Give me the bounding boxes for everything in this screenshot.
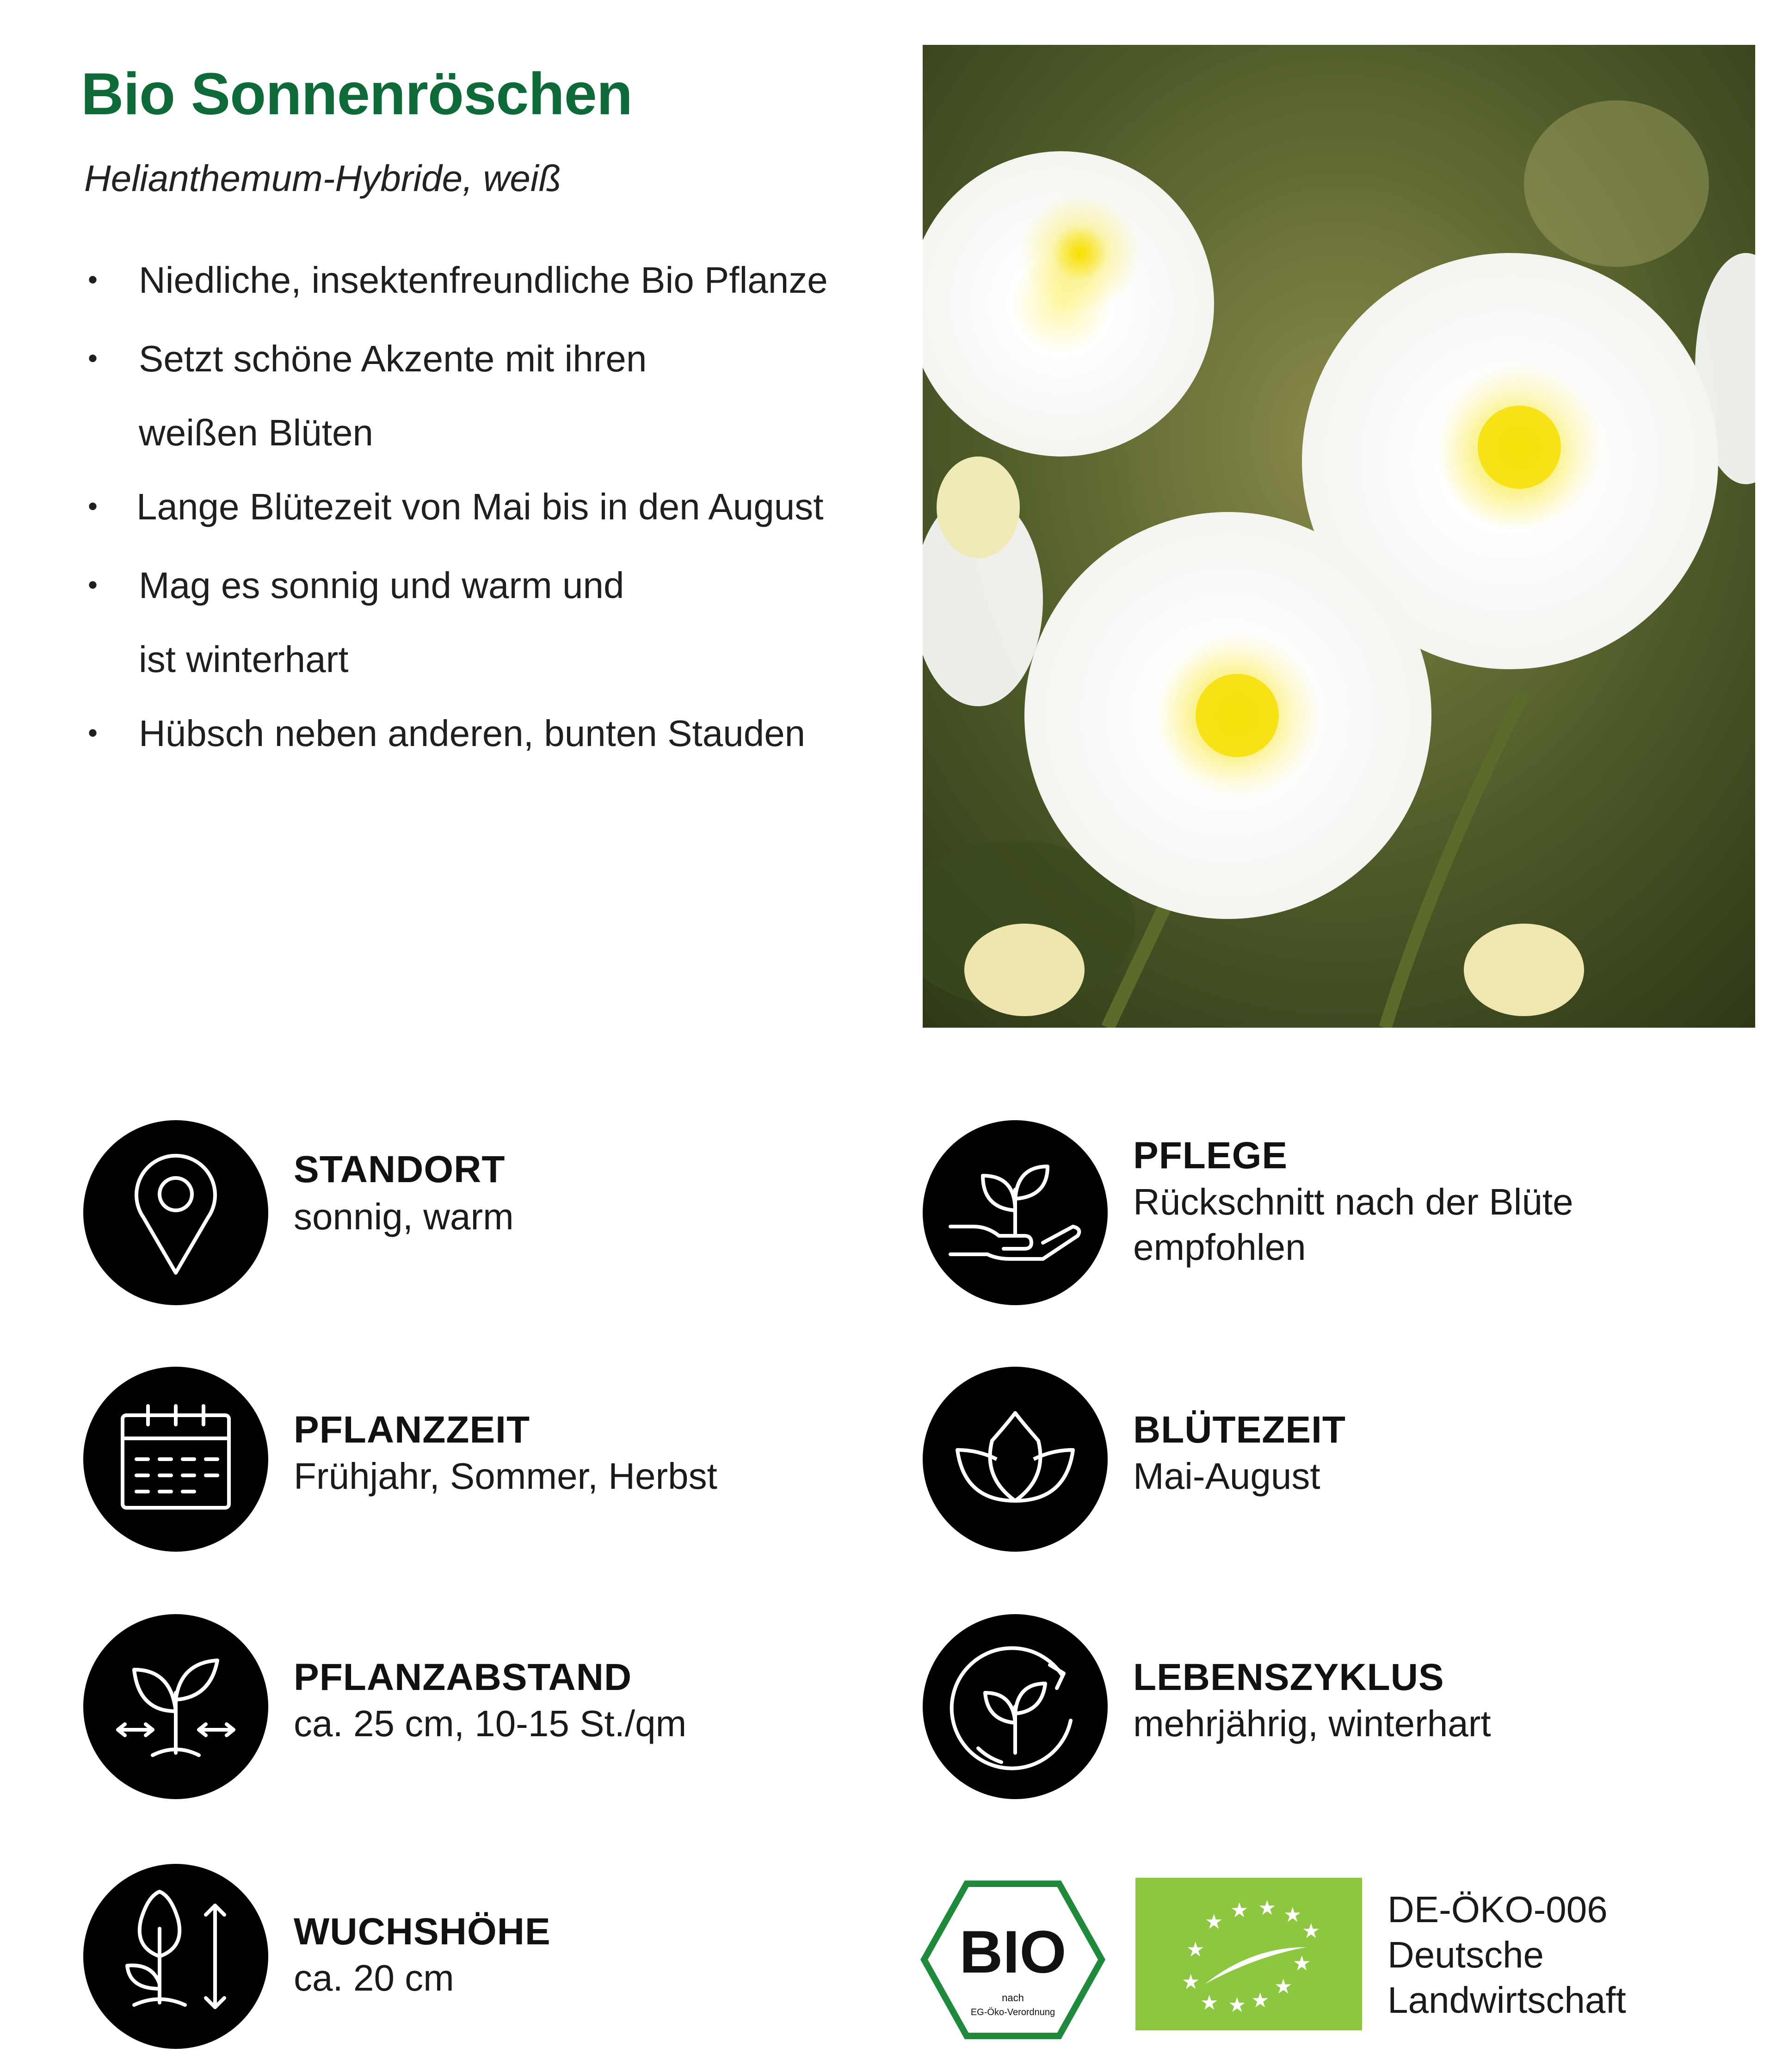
bullet-text: Lange Blütezeit von Mai bis in den August (136, 486, 824, 527)
cycle-plant-icon (923, 1614, 1108, 1799)
feature-value: sonnig, warm (294, 1196, 514, 1237)
bullet-text: Hübsch neben anderen, bunten Stauden (139, 713, 806, 754)
location-pin-icon (83, 1120, 268, 1305)
feature-lebenszyklus (923, 1614, 1709, 1799)
bullet-dot: • (88, 717, 98, 748)
feature-standort (83, 1120, 870, 1305)
feature-title: WUCHSHÖHE (294, 1911, 551, 1953)
svg-text:★: ★ (1293, 1952, 1311, 1975)
svg-text:★: ★ (1283, 1903, 1302, 1927)
svg-text:★: ★ (1302, 1919, 1320, 1943)
feature-pflanzabstand (83, 1614, 870, 1799)
white-flower-photo (923, 45, 1755, 1028)
bullet-text: Niedliche, insektenfreundliche Bio Pflanze (139, 259, 828, 301)
certification-line: Landwirtschaft (1388, 1980, 1626, 2021)
feature-value: Frühjahr, Sommer, Herbst (294, 1455, 717, 1497)
tree-height-icon (83, 1864, 268, 2049)
bullet-dot: • (88, 264, 98, 295)
bullet-dot: • (88, 569, 98, 600)
bullet-dot: • (88, 491, 98, 522)
bio-seal-text: BIO (959, 1918, 1067, 1986)
feature-value: Rückschnitt nach der Blüte (1133, 1181, 1573, 1222)
svg-text:★: ★ (1258, 1896, 1276, 1920)
certification-text (1388, 1887, 1626, 2023)
feature-value: empfohlen (1133, 1227, 1306, 1268)
bio-seal-logo (920, 1880, 1105, 2040)
feature-value: Mai-August (1133, 1455, 1320, 1497)
svg-text:★: ★ (1228, 1993, 1246, 2017)
svg-text:★: ★ (1251, 1989, 1270, 2012)
svg-text:★: ★ (1182, 1970, 1200, 1994)
feature-title: PFLANZABSTAND (294, 1656, 632, 1698)
calendar-icon (83, 1367, 268, 1552)
feature-value: mehrjährig, winterhart (1133, 1703, 1491, 1744)
svg-text:★: ★ (1230, 1899, 1249, 1922)
feature-title: LEBENSZYKLUS (1133, 1656, 1444, 1698)
certification-line: Deutsche (1388, 1934, 1544, 1975)
bullet-text: Setzt schöne Akzente mit ihren (139, 338, 647, 379)
bullet-text: ist winterhart (139, 639, 349, 680)
bio-seal-small: EG-Öko-Verordnung (970, 2007, 1055, 2017)
feature-pflanzzeit (83, 1367, 870, 1552)
plant-spacing-icon (83, 1614, 268, 1799)
feature-title: PFLANZZEIT (294, 1409, 530, 1451)
bio-seal-small: nach (1002, 1992, 1024, 2004)
feature-pflege (923, 1120, 1709, 1305)
feature-title: BLÜTEZEIT (1133, 1409, 1346, 1451)
certification-code: DE-ÖKO-006 (1388, 1889, 1608, 1930)
bullet-text: Mag es sonnig und warm und (139, 565, 624, 606)
bullet-text: weißen Blüten (139, 412, 373, 453)
feature-value: ca. 20 cm (294, 1957, 454, 1998)
feature-bluetezeit (923, 1367, 1709, 1552)
feature-value: ca. 25 cm, 10-15 St./qm (294, 1703, 687, 1744)
eu-organic-leaf-logo (1135, 1878, 1362, 2030)
feature-title: STANDORT (294, 1148, 506, 1190)
hand-seedling-icon (923, 1120, 1108, 1305)
svg-text:★: ★ (1205, 1910, 1223, 1934)
svg-text:★: ★ (1274, 1975, 1293, 1998)
feature-wuchshoehe (83, 1864, 870, 2049)
product-subtitle: Helianthemum-Hybride, weiß (84, 158, 561, 199)
bullet-dot: • (88, 343, 98, 374)
product-title: Bio Sonnenröschen (81, 61, 632, 127)
svg-text:★: ★ (1200, 1991, 1219, 2015)
svg-text:★: ★ (1186, 1938, 1205, 1961)
lotus-flower-icon (923, 1367, 1108, 1552)
feature-title: PFLEGE (1133, 1135, 1288, 1177)
